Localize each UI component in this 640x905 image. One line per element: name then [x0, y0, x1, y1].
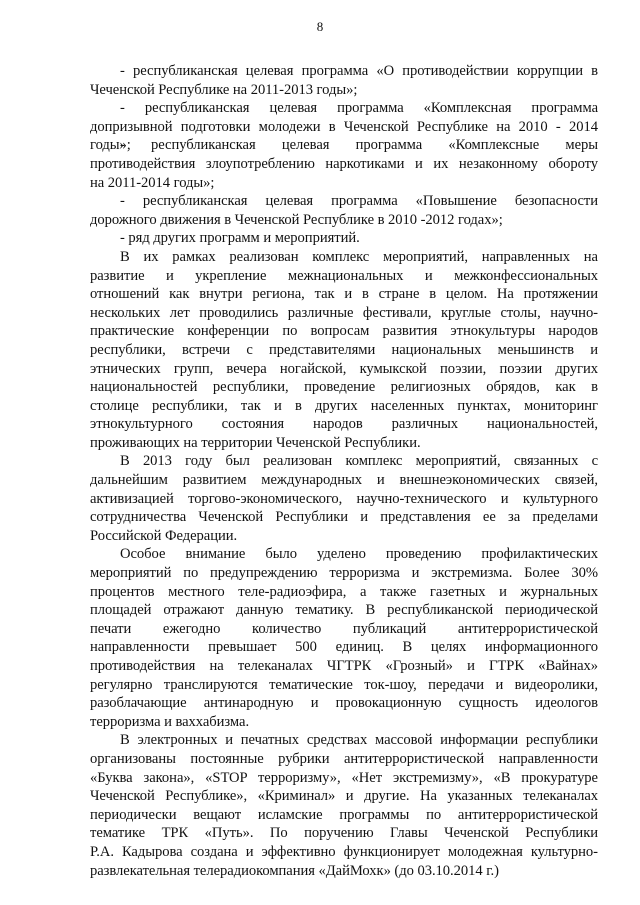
text-line: «Буква закона», «STOP терроризму», «Нет экстремизму», «В прокуратуре	[90, 769, 598, 786]
text-line: нескольких лет проводились различные фестивали, круглые столы, научно-	[90, 304, 598, 321]
text-line: Российской Федерации.	[90, 527, 238, 544]
text-line: разоблачающие антинародную и провокационную сущность идеологов	[90, 695, 598, 712]
text-line: тематике ТРК «Путь». По поручению Главы Чеченской Республики	[90, 825, 598, 842]
text-line: мероприятий по предупреждению терроризма и экстремизма. Более 30%	[90, 565, 598, 582]
text-line: активизацией торгово-экономического, научно-технического и культурного	[90, 490, 598, 507]
text-line: - республиканская целевая программа «О противодействии коррупции в	[120, 63, 598, 79]
text-line: сотрудничества Чеченской Республики и представления ее за пределами	[90, 509, 598, 526]
text-line: этнокультурного состояния народов различных национальностей,	[90, 416, 598, 433]
text-line: - республиканская целевая программа «Повышение безопасности	[120, 193, 598, 210]
text-line: развитие и укрепление межнациональных и межконфессиональных	[90, 267, 598, 284]
text-line: противодействия на телеканалах ЧГТРК «Грозный» и ГТРК «Вайнах»	[90, 658, 598, 674]
text-line: В электронных и печатных средствах массовой информации республики	[120, 732, 598, 749]
text-line: дорожного движения в Чеченской Республике в 2010 -2012 годах»;	[90, 211, 503, 228]
text-line: - республиканская целевая программа «Комплексная программа	[120, 100, 598, 117]
text-line: В их рамках реализован комплекс мероприятий, направленных на	[120, 248, 598, 265]
text-line: организованы постоянные рубрики антитеррористической направленности	[90, 750, 598, 767]
text-line: печати ежегодно количество публикаций антитеррористической	[90, 620, 598, 637]
text-line: терроризма и ваххабизма.	[90, 713, 250, 730]
text-line: регулярно транслируются тематические ток-шоу, передачи и видеоролики,	[90, 676, 598, 693]
text-line: столице республики, так и в других населенных пунктах, мониторинг	[90, 397, 598, 414]
text-line: республики, встречи с представителями национальных меньшинств и	[90, 341, 598, 358]
text-line: дальнейшим развитием международных и внешнеэкономических связей,	[90, 472, 598, 489]
text-line: допризывной подготовки молодежи в Чеченской Республике на 2010 - 2014 годы»;	[90, 118, 598, 154]
text-line: практические конференции по вопросам развития этнокультуры народов	[90, 323, 598, 340]
text-line: Р.А. Кадырова создана и эффективно функционирует молодежная культурно-	[90, 843, 598, 860]
text-line: направленности превышает 500 единиц. В целях информационного	[90, 639, 598, 656]
text-line: Чеченской Республике», «Криминал» и другие. На указанных телеканалах	[90, 788, 598, 805]
page-number: 8	[316, 19, 324, 34]
text-line: Особое внимание было уделено проведению профилактических	[120, 546, 598, 563]
text-line: Чеченской Республике на 2011-2013 годы»;	[90, 81, 358, 98]
text-line: развлекательная телерадиокомпания «ДайМохк» (до 03.10.2014 г.)	[90, 862, 499, 879]
text-line: процентов местного теле-радиоэфира, а также газетных и журнальных	[90, 583, 598, 600]
text-line: периодически вещают исламские программы по антитеррористической	[90, 806, 598, 823]
text-line: - ряд других программ и мероприятий.	[120, 230, 360, 247]
document-body	[90, 62, 598, 880]
text-line: отношений как внутри региона, так и в стране в целом. На протяжении	[90, 286, 598, 303]
text-line: национальностей республики, проведение религиозных обрядов, как в	[90, 379, 598, 396]
text-line: В 2013 году был реализован комплекс мероприятий, связанных с	[120, 453, 598, 470]
text-line: этнических групп, вечера ногайской, кумыкской поэзии, поэзии других	[90, 360, 598, 377]
text-line: проживающих на территории Чеченской Республики.	[90, 434, 421, 451]
text-line: - республиканская целевая программа «Комплексные меры	[120, 137, 598, 154]
text-line: противодействия злоупотреблению наркотиками и их незаконному обороту	[90, 155, 598, 172]
text-line: площадей отражают данную тематику. В республиканской периодической	[90, 602, 598, 619]
text-line: на 2011-2014 годы»;	[90, 174, 215, 191]
